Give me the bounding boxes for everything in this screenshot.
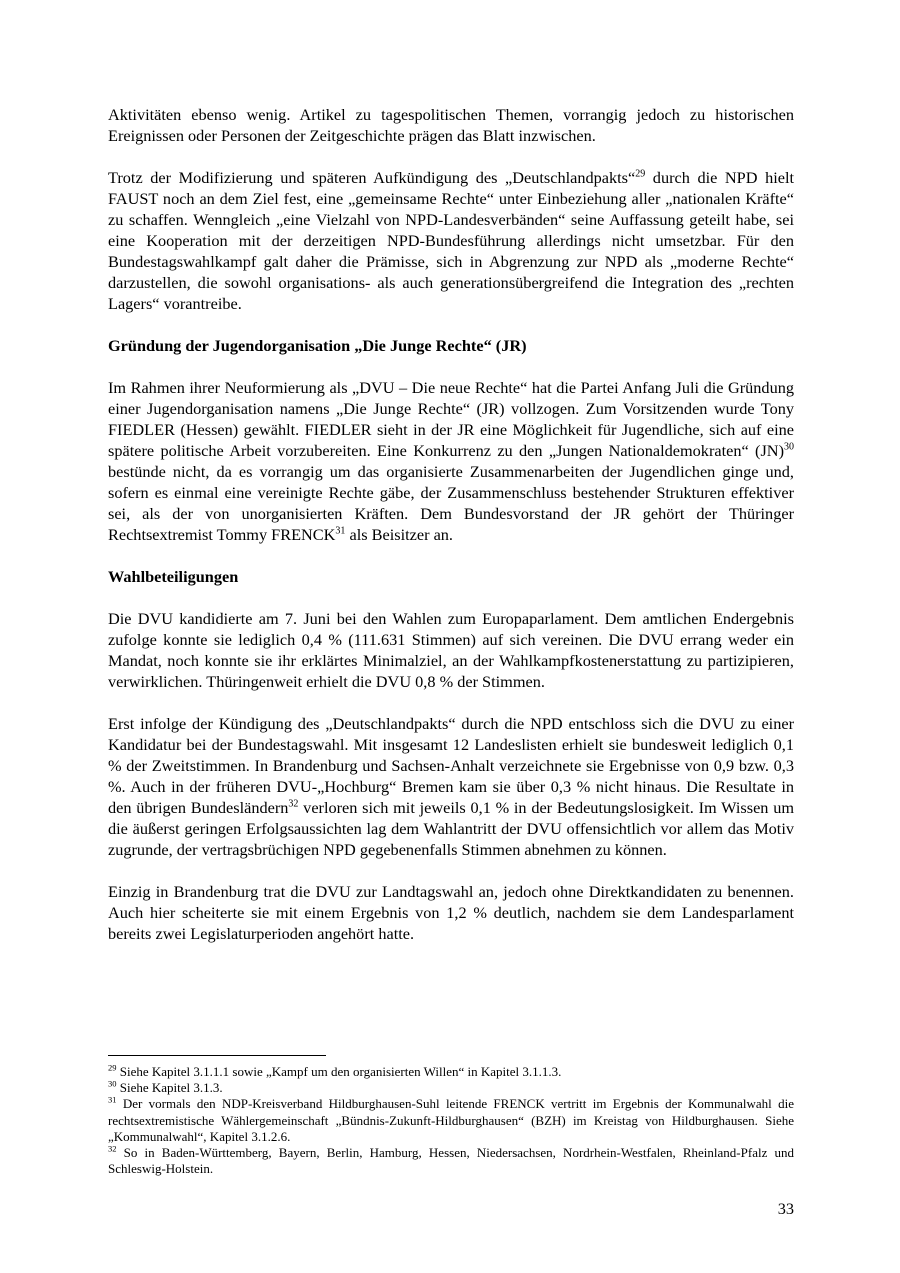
footnote-number: 30: [108, 1078, 117, 1089]
paragraph-3: [108, 377, 794, 545]
footnotes: [108, 1064, 794, 1177]
footnote-number: 29: [108, 1062, 117, 1073]
paragraph-3-text-a: Im Rahmen ihrer Neuformierung als „DVU – Die neue Rechte“ hat die Partei Anfang Juli die Gründung einer Jugendorganisation namens „Die Junge Rechte“ (JR) vollzogen. Zum Vorsitzenden wurde Tony FIEDLER (Hessen) gewählt. FIEDLER sieht in der JR eine Möglichkeit für Jugendliche, sich auf eine spätere politische Arbeit vorzubereiten. Eine Konkurrenz zu den „Jungen Nationaldemokraten“ (JN): [108, 378, 794, 460]
footnote-31: [108, 1096, 794, 1145]
paragraph-5-text-b: verloren sich mit jeweils 0,1 % in der Bedeutungslosigkeit. Im Wissen um die äußerst geringen Erfolgsaussichten lag dem Wahlantritt der DVU offensichtlich vor allem das Motiv zugrunde, der vertragsbrüchigen NPD gegebenenfalls Stimmen abnehmen zu können.: [108, 798, 795, 859]
footnote-32: [108, 1145, 794, 1177]
paragraph-6: Einzig in Brandenburg trat die DVU zur Landtagswahl an, jedoch ohne Direktkandidaten zu benennen. Auch hier scheiterte sie mit einem Ergebnis von 1,2 % deutlich, nachdem sie dem Landesparlament bereits zwei Legislaturperioden angehört hatte.: [108, 882, 794, 943]
paragraph-2-text-a: Trotz der Modifizierung und späteren Aufkündigung des „Deutschlandpakts“: [108, 168, 636, 187]
paragraph-5-text-a: Erst infolge der Kündigung des „Deutschlandpakts“ durch die NPD entschloss sich die DVU zu einer Kandidatur bei der Bundestagswahl. Mit insgesamt 12 Landeslisten erhielt sie bundesweit lediglich 0,1 % der Zweitstimmen. In Brandenburg und Sachsen-Anhalt verzeichnete sie Ergebnisse von 0,9 bzw. 0,3 %. Auch in der früheren DVU-„Hochburg“ Bremen kam sie über 0,3 % nicht hinaus. Die Resultate in den übrigen Bundesländern: [108, 714, 794, 817]
footnote-ref-30: 30: [784, 441, 794, 453]
footnote-ref-31: 31: [335, 525, 346, 537]
paragraph-2-text-b: durch die NPD hielt FAUST noch an dem Ziel fest, eine „gemeinsame Rechte“ unter Einbeziehung aller „nationalen Kräfte“ zu schaffen. Wenngleich „eine Vielzahl von NPD-Landesverbänden“ seine Auffassung geteilt habe, sei eine Kooperation mit der derzeitigen NPD-Bundesführung allerdings nicht umsetzbar. Für den Bundestagswahlkampf galt daher die Prämisse, sich in Abgrenzung zur NPD als „moderne Rechte“ darzustellen, die sowohl organisations- als auch generationsübergreifend die Integration des „rechten Lagers“ vorantreibe.: [108, 168, 795, 313]
paragraph-5: [108, 713, 794, 860]
paragraph-2: [108, 167, 794, 314]
main-text: [108, 104, 794, 965]
paragraph-4: Die DVU kandidierte am 7. Juni bei den Wahlen zum Europaparlament. Dem amtlichen Endergebnis zufolge konnte sie lediglich 0,4 % (111.631 Stimmen) auf sich vereinen. Die DVU errang weder ein Mandat, noch konnte sie ihr erklärtes Minimalziel, an der Wahlkampfkostenerstattung zu partizipieren, verwirklichen. Thüringenweit erhielt die DVU 0,8 % der Stimmen.: [108, 609, 794, 691]
heading-jugendorganisation: Gründung der Jugendorganisation „Die Junge Rechte“ (JR): [108, 336, 527, 355]
footnote-ref-29: 29: [635, 168, 646, 180]
footnote-29: [108, 1064, 794, 1080]
paragraph-1: Aktivitäten ebenso wenig. Artikel zu tagespolitischen Themen, vorrangig jedoch zu historischen Ereignissen oder Personen der Zeitgeschichte prägen das Blatt inzwischen.: [108, 105, 794, 145]
page-number: 33: [777, 1199, 794, 1218]
paragraph-3-text-b: bestünde nicht, da es vorrangig um das organisierte Zusammenarbeiten der Jugendlichen ginge und, sofern es einmal eine vereinigte Rechte gäbe, der Zusammenschluss bestehender Strukturen effektiver sei, als der von unorganisierten Kräften. Dem Bundesvorstand der JR gehört der Thüringer Rechtsextremist Tommy FRENCK: [108, 462, 794, 544]
footnote-number: 31: [108, 1095, 117, 1106]
paragraph-3-text-c: als Beisitzer an.: [345, 525, 454, 544]
footnote-text: Siehe Kapitel 3.1.3.: [116, 1080, 223, 1096]
footnote-ref-32: 32: [288, 798, 299, 810]
heading-wahlbeteiligungen: Wahlbeteiligungen: [108, 567, 239, 586]
footnote-text: Der vormals den NDP-Kreisverband Hildburghausen-Suhl leitende FRENCK vertritt im Ergebnis der Kommunalwahl die rechtsextremistische Wählergemeinschaft „Bündnis-Zukunft-Hildburghausen“ (BZH) im Kreistag von Hildburghausen. Siehe „Kommunalwahl“, Kapitel 3.1.2.6.: [108, 1096, 794, 1144]
footnote-text: So in Baden-Württemberg, Bayern, Berlin, Hamburg, Hessen, Niedersachsen, Nordrhein-Westfalen, Rheinland-Pfalz und Schleswig-Holstein.: [108, 1145, 794, 1177]
footnote-30: [108, 1080, 794, 1096]
footnote-text: Siehe Kapitel 3.1.1.1 sowie „Kampf um den organisierten Willen“ in Kapitel 3.1.1.3.: [116, 1064, 562, 1079]
footnote-number: 32: [108, 1143, 117, 1154]
footnote-separator: [108, 1055, 326, 1056]
